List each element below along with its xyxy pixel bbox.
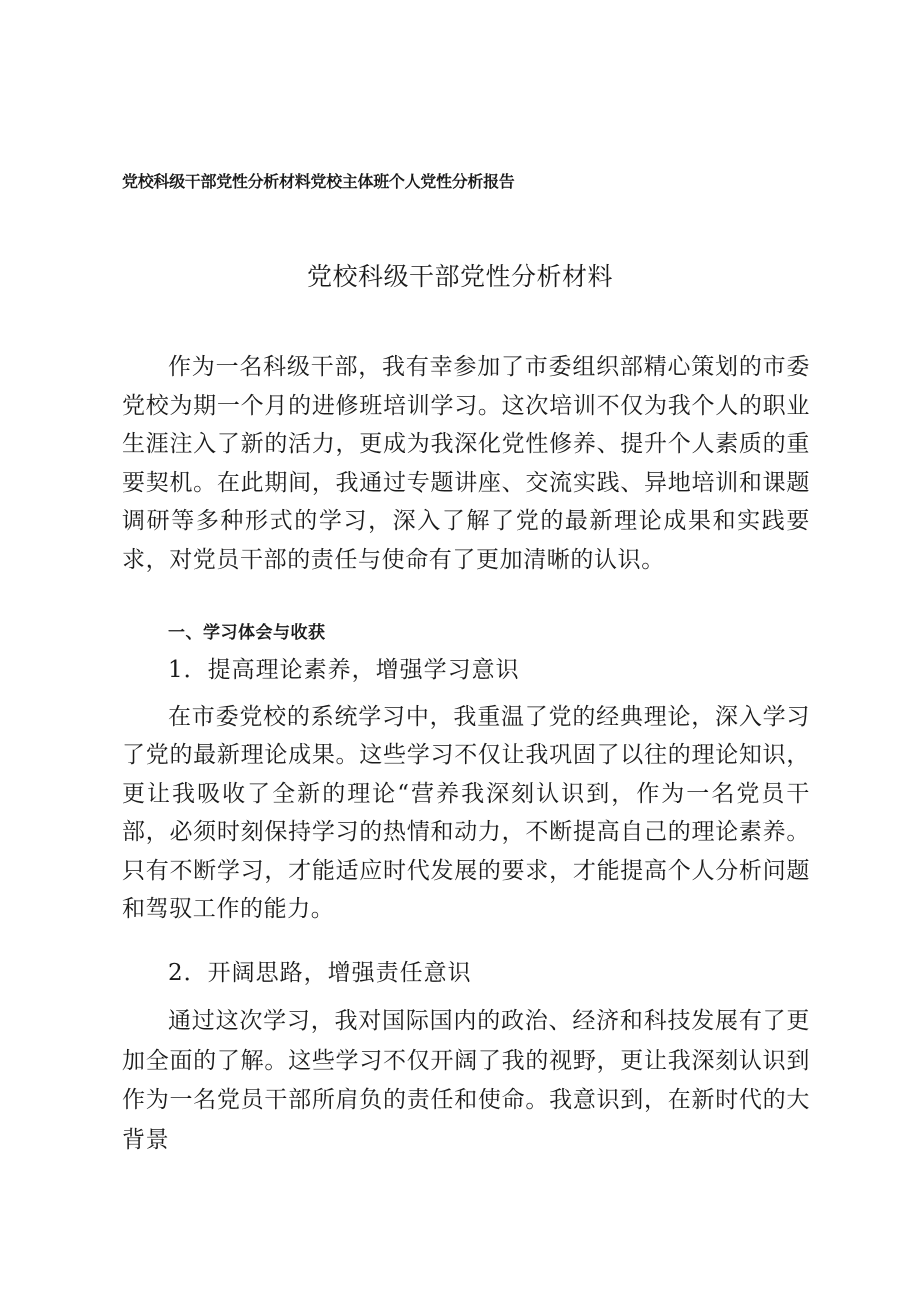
document-title: 党校科级干部党性分析材料 xyxy=(306,262,613,291)
paragraph-theory-literacy: 在市委党校的系统学习中，我重温了党的经典理论，深入学习了党的最新理论成果。这些学习不仅让我巩固了以往的理论知识，更让我吸收了全新的理论“营养我深刻认识到，作为一名党员干部，必须时刻保持学习的热情和动力，不断提高自己的理论素养。只有不断学习，才能适应时代发展的要求，才能提高个人分析问题和驾驭工作的能力。 xyxy=(122,704,810,923)
paragraph-broaden-thinking: 通过这次学习，我对国际国内的政治、经济和科技发展有了更加全面的了解。这些学习不仅开阔了我的视野，更让我深刻认识到作为一名党员干部所肩负的责任和使命。我意识到，在新时代的大背景 xyxy=(122,1008,810,1153)
intro-paragraph: 作为一名科级干部，我有幸参加了市委组织部精心策划的市委党校为期一个月的进修班培训学习。这次培训不仅为我个人的职业生涯注入了新的活力，更成为我深化党性修养、提升个人素质的重要契机。在此期间，我通过专题讲座、交流实践、异地培训和课题调研等多种形式的学习，深入了解了党的最新理论成果和实践要求，对党员干部的责任与使命有了更加清晰的认识。 xyxy=(122,354,810,573)
document-header-line: 党校科级干部党性分析材料党校主体班个人党性分析报告 xyxy=(122,172,515,191)
section-heading-learning-gains: 一、学习体会与收获 xyxy=(168,623,326,643)
subheading-broaden-thinking: 2．开阔思路，增强责任意识 xyxy=(168,960,472,986)
subheading-theory-literacy: 1．提高理论素养，增强学习意识 xyxy=(168,657,520,683)
